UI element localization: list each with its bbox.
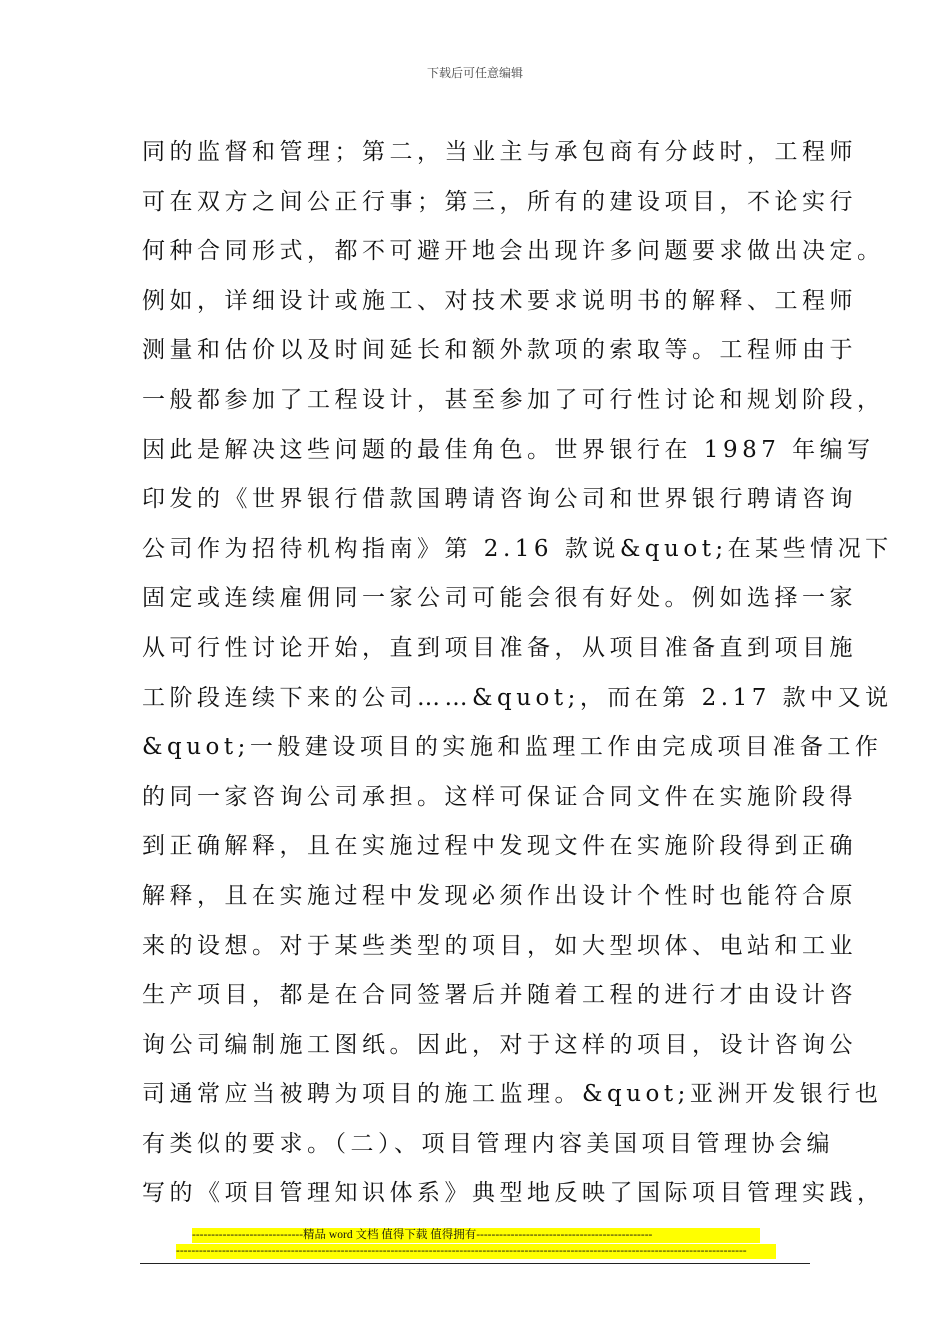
text-line: 测量和估价以及时间延长和额外款项的索取等。工程师由于 bbox=[142, 337, 857, 364]
footer-divider bbox=[140, 1263, 810, 1264]
text-line: 写的《项目管理知识体系》典型地反映了国际项目管理实践， bbox=[142, 1180, 885, 1207]
text-line: 司通常应当被聘为项目的施工监理。&quot;亚洲开发银行也 bbox=[142, 1081, 883, 1108]
text-line: 询公司编制施工图纸。因此，对于这样的项目，设计咨询公 bbox=[142, 1031, 857, 1058]
footer-highlight-line-2: ----------------------------------------------------------------------------------------------------------------------------------------------------- bbox=[176, 1244, 776, 1259]
text-line: 解释，且在实施过程中发现必须作出设计个性时也能符合原 bbox=[142, 882, 857, 909]
text-line: 同的监督和管理；第二，当业主与承包商有分歧时，工程师 bbox=[142, 139, 857, 165]
page-header: 下载后可任意编辑 bbox=[426, 66, 523, 80]
text-line: &quot;一般建设项目的实施和监理工作由完成项目准备工作 bbox=[142, 734, 883, 761]
text-line: 工阶段连续下来的公司……&quot;，而在第 2.17 款中又说 bbox=[142, 684, 893, 711]
document-body bbox=[142, 128, 893, 1219]
text-line: 例如，详细设计或施工、对技术要求说明书的解释、工程师 bbox=[142, 287, 857, 314]
text-line: 生产项目，都是在合同签署后并随着工程的进行才由设计咨 bbox=[142, 982, 857, 1009]
text-line: 有类似的要求。（二）、项目管理内容美国项目管理协会编 bbox=[142, 1130, 834, 1157]
text-line: 一般都参加了工程设计，甚至参加了可行性讨论和规划阶段， bbox=[142, 386, 885, 413]
text-line: 来的设想。对于某些类型的项目，如大型坝体、电站和工业 bbox=[142, 932, 857, 959]
text-line: 从可行性讨论开始，直到项目准备，从项目准备直到项目施 bbox=[142, 634, 857, 661]
text-line: 因此是解决这些问题的最佳角色。世界银行在 1987 年编写 bbox=[142, 436, 875, 463]
text-line: 可在双方之间公正行事；第三，所有的建设项目，不论实行 bbox=[142, 188, 857, 215]
text-line: 何种合同形式，都不可避开地会出现许多问题要求做出决定。 bbox=[142, 238, 885, 265]
footer-highlight-line-1: -----------------------------精品 word 文档 值得下载 值得拥有---------------------------------------------- bbox=[192, 1228, 760, 1243]
text-line: 公司作为招待机构指南》第 2.16 款说&quot;在某些情况下 bbox=[142, 535, 893, 562]
text-line: 到正确解释，且在实施过程中发现文件在实施阶段得到正确 bbox=[142, 833, 857, 860]
text-line: 的同一家咨询公司承担。这样可保证合同文件在实施阶段得 bbox=[142, 783, 857, 810]
text-line: 印发的《世界银行借款国聘请咨询公司和世界银行聘请咨询 bbox=[142, 486, 857, 513]
text-line: 固定或连续雇佣同一家公司可能会很有好处。例如选择一家 bbox=[142, 585, 857, 612]
